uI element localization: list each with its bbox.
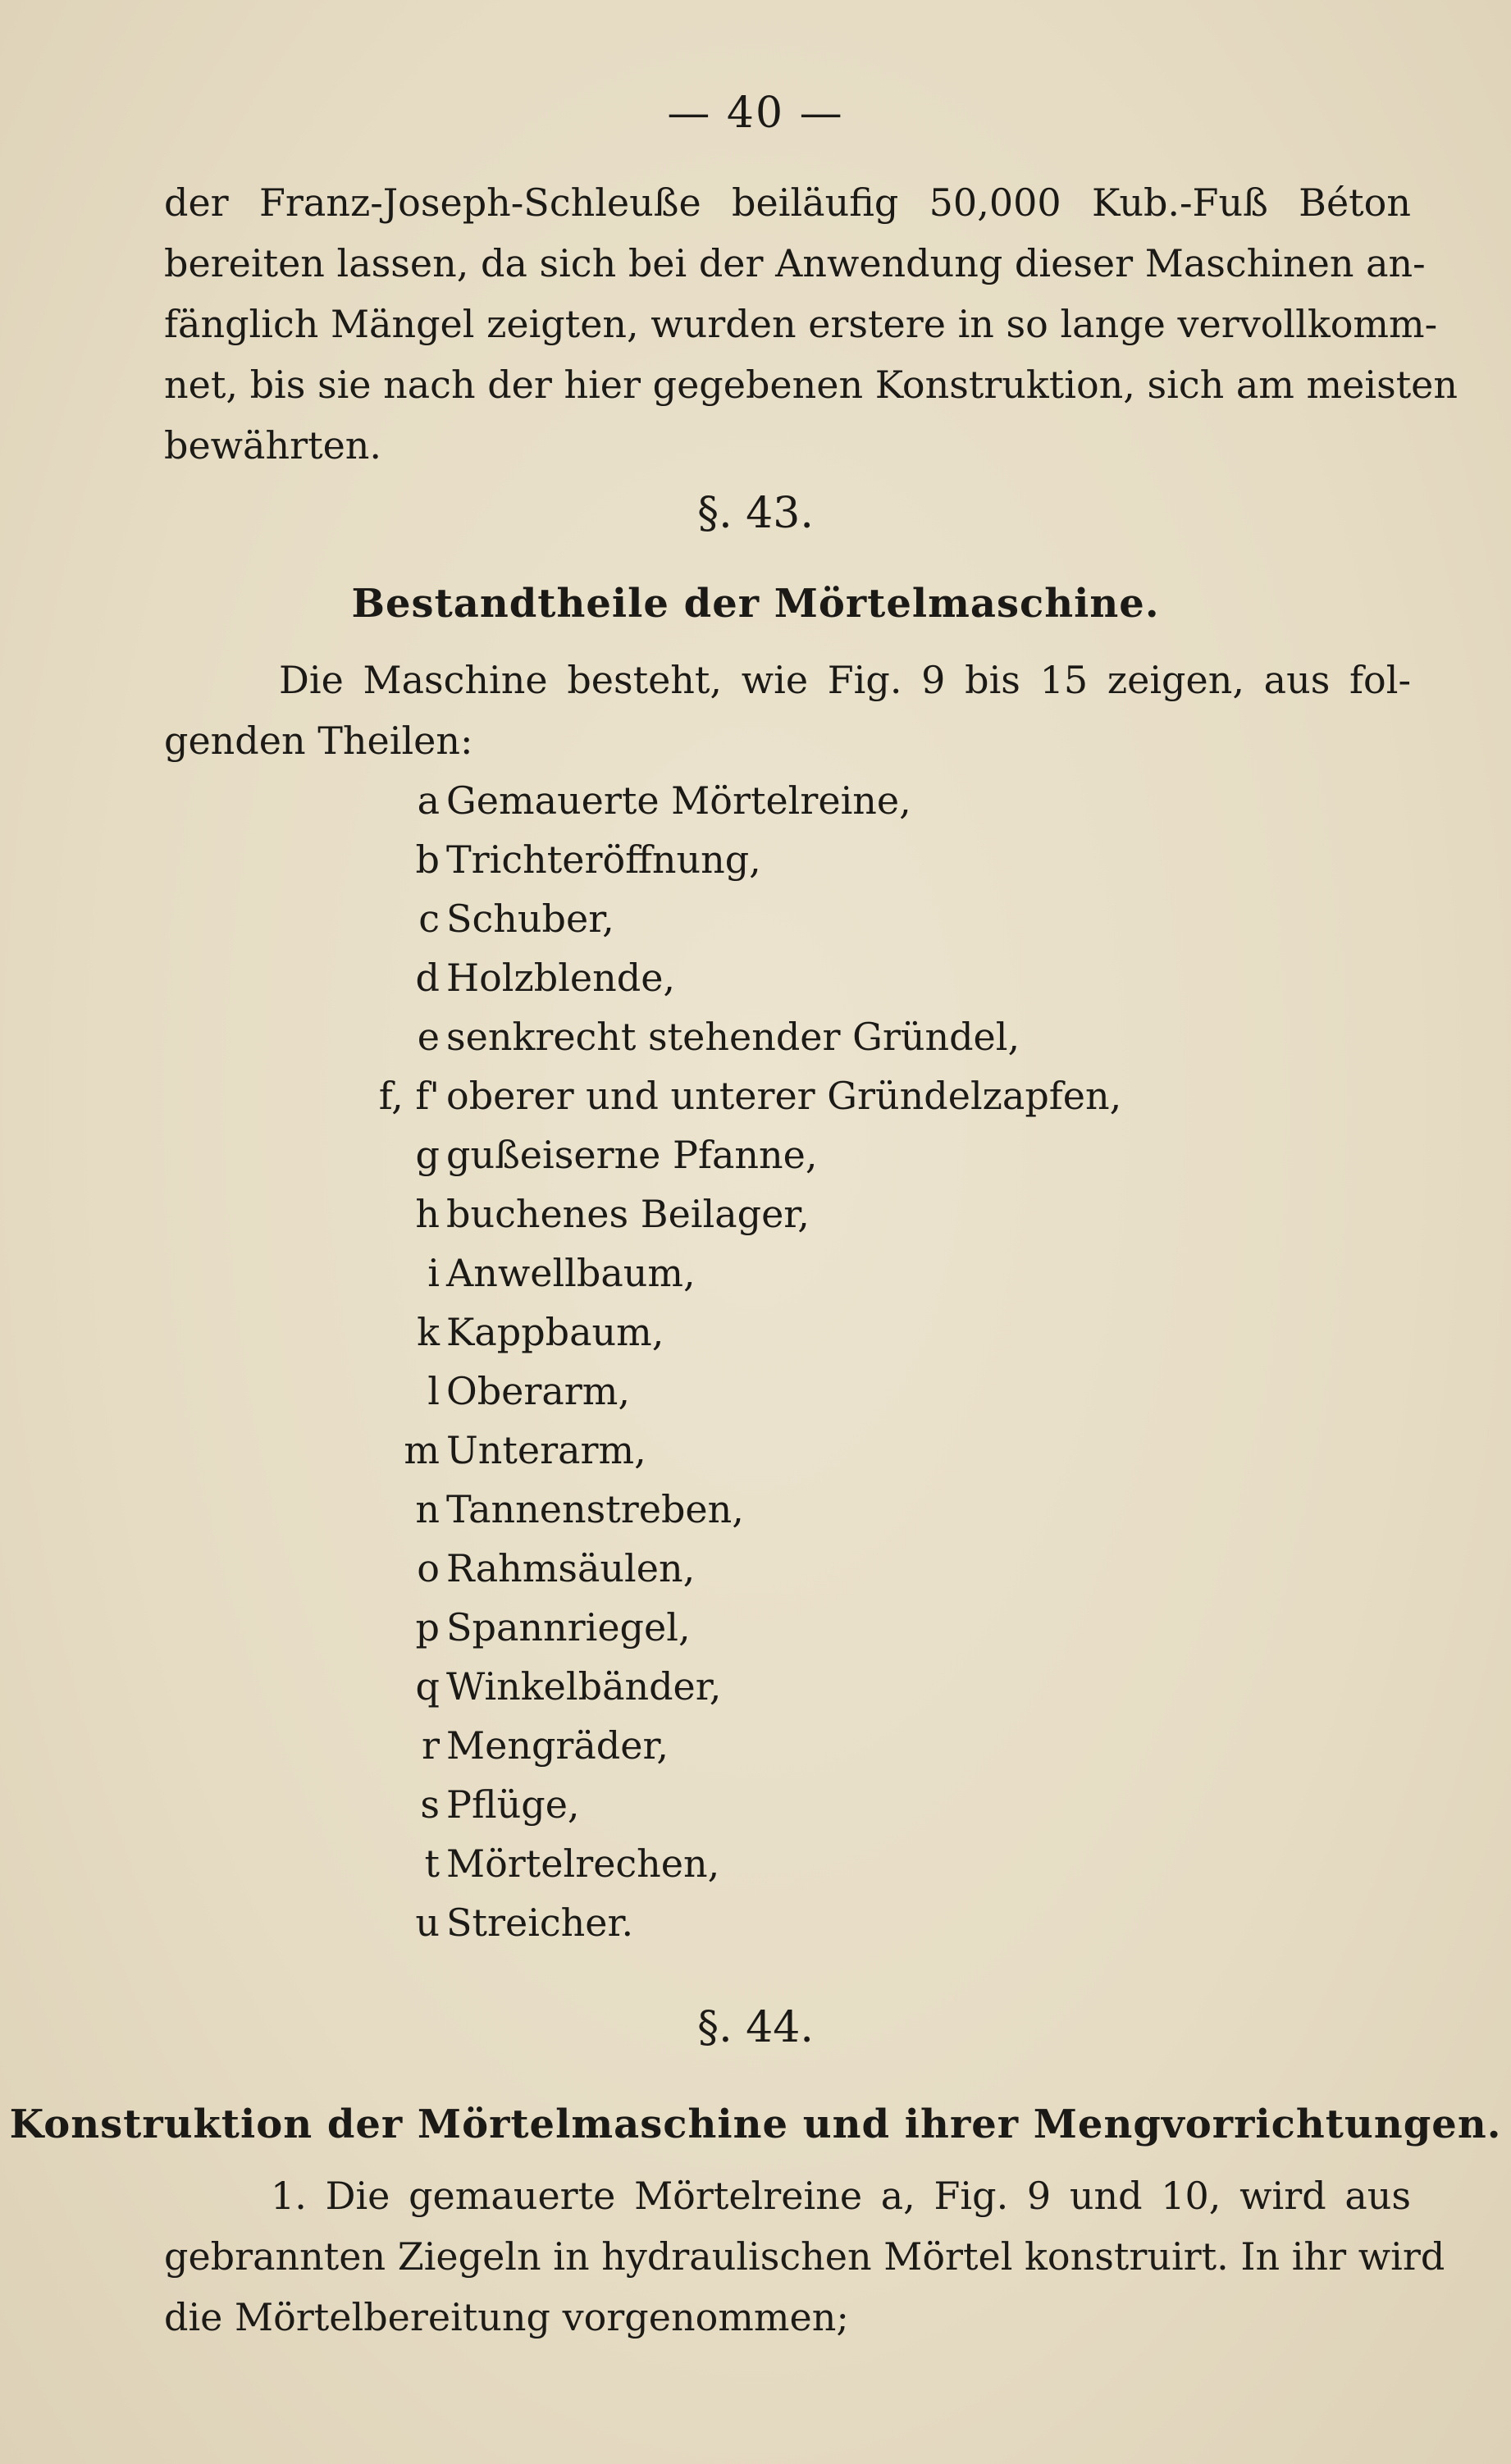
part-name: Unterarm,: [446, 1428, 646, 1472]
part-name: Mengräder,: [446, 1723, 669, 1768]
list-item: [0, 1893, 1511, 1952]
part-name: Rahmsäulen,: [446, 1546, 696, 1590]
part-letter: b: [415, 837, 440, 882]
list-item: [0, 1184, 1511, 1243]
section-heading-44: Konstruktion der Mörtelmaschine und ihrer Mengvorrichtungen.: [9, 2101, 1502, 2147]
text-line: net, bis sie nach der hier gegebenen Konstruktion, sich am meisten: [164, 363, 1459, 407]
page-number: — 40 —: [667, 89, 844, 138]
part-letter: h: [415, 1192, 440, 1236]
text-line: 1. Die gemauerte Mörtelreine a, Fig. 9 und 10, wird aus: [271, 2174, 1411, 2218]
part-letter: u: [415, 1900, 440, 1945]
list-item: [0, 1716, 1511, 1775]
part-letter: e: [417, 1015, 440, 1059]
part-name: Schuber,: [446, 897, 614, 941]
part-letter: a: [417, 778, 440, 823]
part-name: Gemauerte Mörtelreine,: [446, 778, 911, 823]
list-item: [0, 1362, 1511, 1421]
list-item: [0, 1834, 1511, 1893]
text-line: bereiten lassen, da sich bei der Anwendung dieser Maschinen an-: [164, 241, 1426, 285]
part-letter: f, f': [378, 1074, 440, 1118]
part-name: gußeiserne Pfanne,: [446, 1133, 818, 1177]
part-name: Oberarm,: [446, 1369, 631, 1413]
part-letter: t: [424, 1841, 440, 1886]
part-letter: d: [415, 956, 440, 1000]
part-letter: m: [404, 1428, 440, 1472]
part-letter: r: [422, 1723, 440, 1768]
part-name: Anwellbaum,: [446, 1251, 696, 1295]
list-item: [0, 889, 1511, 948]
section-heading-43: Bestandtheile der Mörtelmaschine.: [351, 581, 1160, 627]
part-letter: o: [417, 1546, 440, 1590]
part-name: oberer und unterer Gründelzapfen,: [446, 1074, 1122, 1118]
text-line: die Mörtelbereitung vorgenommen;: [164, 2295, 849, 2339]
list-item: [0, 1303, 1511, 1362]
text-line: Die Maschine besteht, wie Fig. 9 bis 15 zeigen, aus fol-: [279, 658, 1411, 702]
list-item: [0, 1598, 1511, 1657]
list-item: [0, 1125, 1511, 1184]
text-line: genden Theilen:: [164, 719, 473, 763]
part-letter: k: [417, 1310, 440, 1354]
part-name: senkrecht stehender Gründel,: [446, 1015, 1020, 1059]
section-43-paragraph: [164, 650, 1411, 771]
text-line: gebrannten Ziegeln in hydraulischen Mörtel konstruirt. In ihr wird: [164, 2234, 1445, 2279]
section-44-paragraph: [164, 2165, 1445, 2348]
part-letter: p: [415, 1605, 440, 1650]
part-letter: l: [427, 1369, 440, 1413]
part-name: Mörtelrechen,: [446, 1841, 720, 1886]
part-name: Trichteröffnung,: [446, 837, 761, 882]
part-letter: s: [420, 1782, 440, 1827]
part-name: Holzblende,: [446, 956, 676, 1000]
text-line: bewährten.: [164, 423, 382, 468]
part-letter: n: [415, 1487, 440, 1531]
part-name: Kappbaum,: [446, 1310, 664, 1354]
part-name: Streicher.: [446, 1900, 634, 1945]
list-item: [0, 1243, 1511, 1303]
section-number-43: §. 43.: [697, 489, 814, 538]
part-letter: c: [418, 897, 440, 941]
list-item: [0, 771, 1511, 830]
part-name: Tannenstreben,: [446, 1487, 744, 1531]
list-item: [0, 1421, 1511, 1480]
part-letter: g: [415, 1133, 440, 1177]
text-line: der Franz-Joseph-Schleuße beiläufig 50,000 Kub.-Fuß Béton: [164, 180, 1411, 225]
part-letter: q: [415, 1664, 440, 1709]
list-item: [0, 1007, 1511, 1066]
list-item: [0, 830, 1511, 889]
list-item: [0, 1657, 1511, 1716]
part-name: buchenes Beilager,: [446, 1192, 810, 1236]
part-name: Winkelbänder,: [446, 1664, 722, 1709]
list-item: [0, 948, 1511, 1007]
part-name: Pflüge,: [446, 1782, 580, 1827]
list-item: [0, 1539, 1511, 1598]
intro-paragraph: [164, 172, 1459, 476]
part-name: Spannriegel,: [446, 1605, 691, 1650]
text-line: fänglich Mängel zeigten, wurden erstere in so lange vervollkomm-: [164, 302, 1438, 346]
section-number-44: §. 44.: [697, 2003, 814, 2052]
list-item: [0, 1775, 1511, 1834]
list-item: [0, 1480, 1511, 1539]
list-item: [0, 1066, 1511, 1125]
part-letter: i: [427, 1251, 440, 1295]
